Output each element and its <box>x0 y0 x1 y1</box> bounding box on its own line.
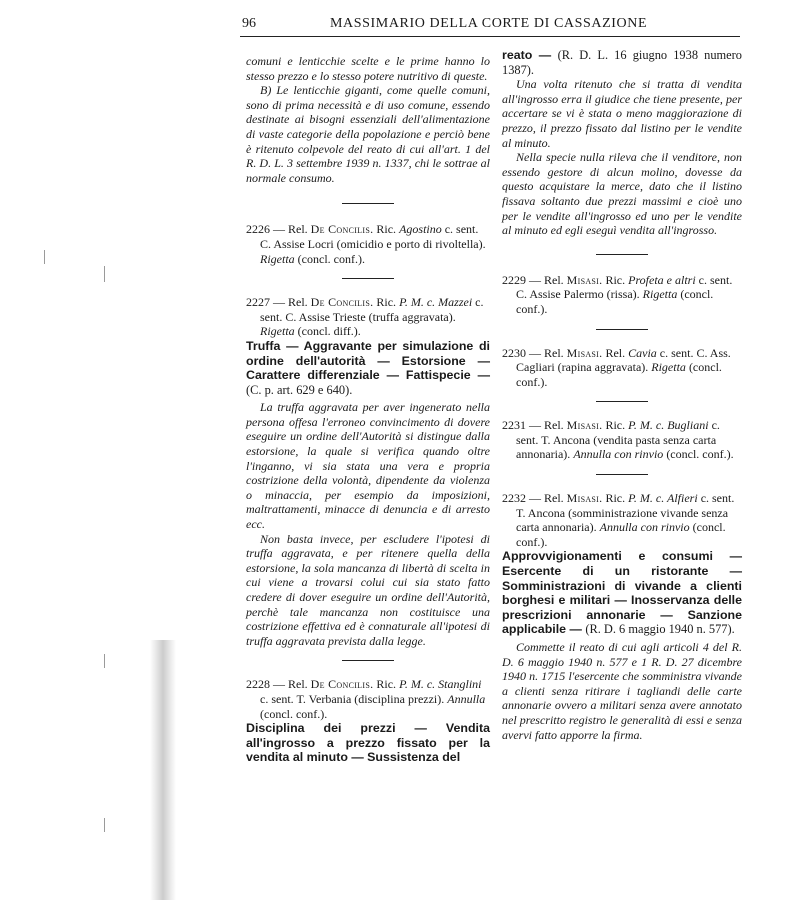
conclusion: (concl. conf.). <box>516 360 722 389</box>
case-entry-2229 <box>502 273 742 317</box>
case-outcome: Annulla con rinvio <box>599 520 690 535</box>
party-name: P. M. c. Mazzei <box>399 295 473 310</box>
running-header <box>240 16 740 37</box>
continued-maxim: comuni e lenticchie scelte e le prime hanno lo stesso prezzo e lo stesso potere nutritivo di queste. <box>246 54 490 83</box>
ric-label: Ric. <box>605 272 626 287</box>
case-detail: c. sent. C. Assise Palermo (rissa). <box>516 272 733 302</box>
case-outcome: Annulla <box>447 691 486 706</box>
rapporteur: Misasi. <box>566 418 603 433</box>
case-number: 2226 — Rel. <box>246 222 308 237</box>
rapporteur: Misasi. <box>566 345 603 360</box>
case-entry-2231 <box>502 418 742 462</box>
rapporteur: De Concilis. <box>310 222 374 237</box>
case-outcome: Rigetta <box>642 287 678 302</box>
case-number: 2229 — Rel. <box>502 272 564 287</box>
legal-reference: (R. D. L. 16 giugno 1938 numero 1387). <box>502 48 742 77</box>
subject-heading-continued <box>502 48 742 77</box>
conclusion: (concl. conf.). <box>516 520 726 549</box>
case-detail: c. sent. C. Assise Trieste (truffa aggravata). <box>260 295 484 324</box>
conclusion: (concl. conf.). <box>297 251 365 266</box>
legal-reference: (R. D. 6 maggio 1940 n. 577). <box>585 622 735 637</box>
right-column <box>502 48 742 742</box>
party-name: Cavia <box>628 345 657 360</box>
maxim-text: Non basta invece, per escludere l'ipotesi di truffa aggravata, e per ritenere quella della estorsione, la sola mancanza di libertà di scelta in cui viene a trovarsi colui cui sia stato fatto credere di dover eseguire un ordine dell'Autorità, perchè tale mancanza non costituisce una costrizione effettiva ed è connaturale all'ipotesi di truffa aggravata prevista dalla legge. <box>246 531 490 648</box>
case-entry-2227 <box>246 295 490 339</box>
case-entry-2232 <box>502 491 742 549</box>
case-entry-2228 <box>246 677 490 721</box>
conclusion: (concl. conf.). <box>516 287 714 316</box>
section-divider <box>342 660 394 661</box>
case-entry-2226 <box>246 222 490 266</box>
case-number: 2231 — Rel. <box>502 418 564 433</box>
ric-label: Ric. <box>376 677 397 692</box>
case-outcome: Rigetta <box>260 251 295 266</box>
case-entry-2230 <box>502 346 742 390</box>
rapporteur: Misasi. <box>566 272 603 287</box>
ric-label: Ric. <box>376 295 397 310</box>
maxim-text: Nella specie nulla rileva che il venditore, non essendo gestore di alcun molino, dovesse da questo acquistare la merce, dato che il listino fissava soltanto due prezzi massimi e cioè uno per le vendite all'ingrosso ed uno per le vendite al minuto ed egli eseguì vendita all'ingrosso. <box>502 150 742 238</box>
heading-text: Approvvigionamenti e consumi — Esercente di un ristorante — Somministrazioni di vivande a clienti borghesi e militari — Inosservanza delle prescrizioni annonarie — Sanzione applicabile — <box>502 549 742 637</box>
section-divider <box>596 329 648 330</box>
heading-text: reato — <box>502 48 552 62</box>
case-number: 2232 — Rel. <box>502 491 564 506</box>
case-number: 2227 — Rel. <box>246 295 308 310</box>
party-name: P. M. c. Alfieri <box>628 491 698 506</box>
running-title: MASSIMARIO DELLA CORTE DI CASSAZIONE <box>330 16 648 31</box>
maxim-text: Commette il reato di cui agli articoli 4 del R. D. 6 maggio 1940 n. 577 e 1 R. D. 27 dicembre 1940 n. 1715 l'esercente che somministra vivande a clienti senza ritirare i tagliandi delle carte annonarie ovvero a militari senza avere annotato nel prescritto registro le generalità di essi e senza avervi fatto apporre la firma. <box>502 640 742 742</box>
scan-artifact <box>104 654 105 668</box>
party-name: P. M. c. Stanglini <box>399 677 482 692</box>
case-detail: c. sent. C. Ass. Cagliari (rapina aggravata). <box>516 345 731 375</box>
ric-label: Rel. <box>605 345 626 360</box>
page-number: 96 <box>242 16 256 31</box>
subject-heading <box>246 339 490 397</box>
section-divider <box>596 254 648 255</box>
legal-reference: (C. p. art. 629 e 640). <box>246 382 353 397</box>
case-detail: c. sent. C. Assise Locri (omicidio e porto di rivoltella). <box>260 222 486 251</box>
scan-smudge <box>150 640 176 900</box>
party-name: P. M. c. Bugliani <box>628 418 709 433</box>
conclusion: (concl. diff.). <box>297 324 361 339</box>
rapporteur: De Concilis. <box>310 677 374 692</box>
section-divider <box>342 203 394 204</box>
case-number: 2230 — Rel. <box>502 345 564 360</box>
scan-artifact <box>104 818 105 832</box>
case-outcome: Rigetta <box>651 360 686 375</box>
maxim-b: B) Le lenticchie giganti, come quelle comuni, sono di prima necessità e di uso comune, essendo destinate ai bisogni essenziali dell'alimentazione di vaste categorie della popolazione e perciò bene è ritenuto colpevole del reato di cui all'art. 1 del R. D. L. 3 settembre 1939 n. 1337, chi le sottrae al normale consumo. <box>246 83 490 185</box>
case-detail: c. sent. T. Ancona (somministrazione vivande senza carta annonaria). <box>516 491 735 535</box>
section-divider <box>342 278 394 279</box>
conclusion: (concl. conf.). <box>666 447 734 462</box>
section-divider <box>596 474 648 475</box>
subject-heading <box>502 549 742 637</box>
party-name: Agostino <box>399 222 442 237</box>
scan-artifact <box>44 250 45 264</box>
case-detail: c. sent. T. Ancona (vendita pasta senza carta annonaria). <box>516 418 720 462</box>
ric-label: Ric. <box>605 418 626 433</box>
left-column <box>246 54 490 765</box>
maxim-text: Una volta ritenuto che si tratta di vendita all'ingrosso erra il giudice che tiene presente, per accertare se vi è stata o meno maggiorazione di prezzo, il prezzo fissato dal listino per le vendite al minuto. <box>502 77 742 150</box>
maxim-text: La truffa aggravata per aver ingenerato nella persona offesa l'erroneo convincimento di dovere eseguire un ordine dell'Autorità si distingue dalla estorsione, la quale si verifica quando oltre l'inganno, vi sia stata una vera e propria costrizione della volontà, dipendente da violenza o minaccia, per esempio da imposizioni, maltrattamenti, minacce di denuncia e di arresto ecc. <box>246 400 490 532</box>
party-name: Profeta e altri <box>628 272 696 287</box>
case-number: 2228 — Rel. <box>246 677 308 692</box>
rapporteur: Misasi. <box>566 491 603 506</box>
case-outcome: Rigetta <box>260 324 295 339</box>
heading-text: Truffa — Aggravante per simulazione di ordine dell'autorità — Estorsione — Carattere differenziale — Fattispecie — <box>246 338 490 383</box>
scan-artifact <box>104 266 105 282</box>
ric-label: Ric. <box>605 491 626 506</box>
ric-label: Ric. <box>376 222 397 237</box>
subject-heading: Disciplina dei prezzi — Vendita all'ingrosso a prezzo fissato per la vendita al minuto — Sussistenza del <box>246 721 490 765</box>
rapporteur: De Concilis. <box>310 295 374 310</box>
case-detail: c. sent. T. Verbania (disciplina prezzi). <box>260 691 445 706</box>
conclusion: (concl. conf.). <box>260 706 328 721</box>
section-divider <box>596 401 648 402</box>
case-outcome: Annulla con rinvio <box>573 447 664 462</box>
